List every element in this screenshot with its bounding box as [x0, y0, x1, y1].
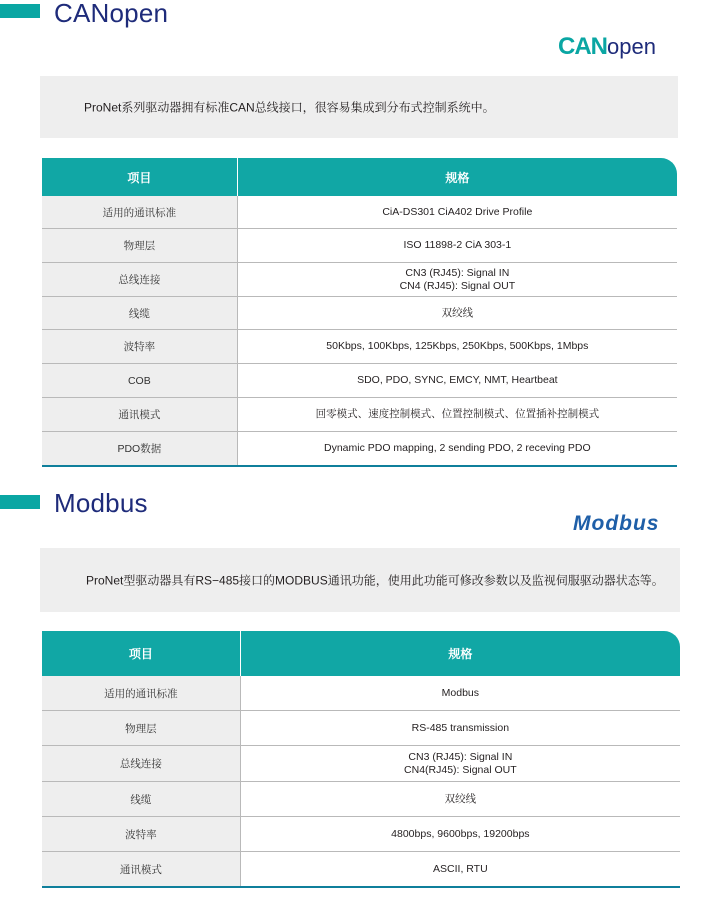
row-spec-line: 双绞线 [441, 306, 474, 319]
section-title-canopen: CANopen [54, 0, 169, 28]
table-row [42, 782, 680, 817]
table-row [42, 229, 677, 263]
canopen-spec-table [42, 158, 677, 467]
row-item-label: PDO数据 [42, 432, 238, 465]
header-item: 项目 [42, 631, 241, 676]
row-spec-value [241, 711, 680, 745]
modbus-spec-table [42, 631, 680, 888]
table-row [42, 746, 680, 782]
row-spec-line: CN4(RJ45): Signal OUT [404, 763, 517, 776]
modbus-logo: Modbus [573, 512, 660, 535]
table-row [42, 297, 677, 330]
row-spec-line: 4800bps, 9600bps, 19200bps [391, 827, 530, 840]
row-spec-value [241, 782, 680, 816]
table-header [42, 158, 677, 196]
row-spec-line: 回零模式、速度控制模式、位置控制模式、位置插补控制模式 [315, 408, 600, 421]
row-spec-line: ISO 11898-2 CiA 303-1 [403, 239, 512, 252]
row-item-label: 通讯模式 [42, 398, 238, 431]
row-item-label: 线缆 [42, 782, 241, 816]
row-item-label: 适用的通讯标准 [42, 196, 238, 228]
header-spec: 规格 [448, 647, 473, 661]
table-row [42, 711, 680, 746]
row-spec-value [241, 817, 680, 851]
row-spec-line: 双绞线 [444, 792, 477, 805]
row-spec-value [241, 852, 680, 886]
canopen-intro [40, 76, 678, 138]
table-row [42, 398, 677, 432]
row-spec-line: CN3 (RJ45): Signal IN [405, 266, 510, 279]
table-row [42, 817, 680, 852]
row-item-label: 物理层 [42, 711, 241, 745]
row-item-label: 通讯模式 [42, 852, 241, 886]
row-spec-line: CN3 (RJ45): Signal IN [408, 750, 513, 763]
row-item-label: 线缆 [42, 297, 238, 329]
row-item-label: 适用的通讯标准 [42, 676, 241, 710]
row-spec-line: SDO, PDO, SYNC, EMCY, NMT, Heartbeat [357, 374, 558, 387]
row-spec-line: CN4 (RJ45): Signal OUT [399, 279, 516, 292]
row-spec-value [241, 676, 680, 710]
table-row [42, 330, 677, 364]
header-spec: 规格 [445, 170, 470, 185]
header-item: 项目 [42, 158, 238, 196]
row-spec-value [238, 196, 677, 228]
row-spec-value [241, 746, 680, 781]
row-spec-value [238, 229, 677, 262]
row-item-label: 物理层 [42, 229, 238, 262]
table-row [42, 852, 680, 888]
table-row [42, 432, 677, 467]
table-row [42, 196, 677, 229]
row-spec-value [238, 297, 677, 329]
row-spec-line: 50Kbps, 100Kbps, 125Kbps, 250Kbps, 500Kbps, 1Mbps [326, 340, 589, 353]
row-item-label: 波特率 [42, 817, 241, 851]
row-spec-line: Modbus [441, 686, 480, 699]
row-spec-line: RS-485 transmission [411, 721, 510, 734]
section-title-modbus: Modbus [54, 488, 148, 518]
section-marker [0, 4, 40, 18]
row-spec-value [238, 432, 677, 465]
row-spec-value [238, 398, 677, 431]
row-item-label: 总线连接 [42, 746, 241, 781]
row-spec-value [238, 364, 677, 397]
canopen-intro-text: ProNet系列驱动器拥有标准CAN总线接口，很容易集成到分布式控制系统中。 [84, 100, 495, 115]
table-row [42, 263, 677, 297]
row-spec-line: Dynamic PDO mapping, 2 sending PDO, 2 receving PDO [323, 442, 591, 455]
canopen-logo [558, 35, 656, 59]
modbus-intro-text: ProNet型驱动器具有RS−485接口的MODBUS通讯功能，使用此功能可修改参数以及监视伺服驱动器状态等。 [86, 573, 664, 588]
row-spec-value [238, 263, 677, 296]
table-row [42, 364, 677, 398]
row-item-label: 波特率 [42, 330, 238, 363]
table-row [42, 676, 680, 711]
row-item-label: COB [42, 364, 238, 397]
modbus-intro [40, 548, 680, 612]
canopen-logo-can: CAN [558, 33, 607, 60]
table-header [42, 631, 680, 676]
row-spec-line: CiA-DS301 CiA402 Drive Profile [382, 205, 533, 218]
row-spec-line: ASCII, RTU [433, 862, 488, 875]
section-marker [0, 495, 40, 509]
canopen-logo-open: open [607, 34, 656, 59]
row-spec-value [238, 330, 677, 363]
row-item-label: 总线连接 [42, 263, 238, 296]
